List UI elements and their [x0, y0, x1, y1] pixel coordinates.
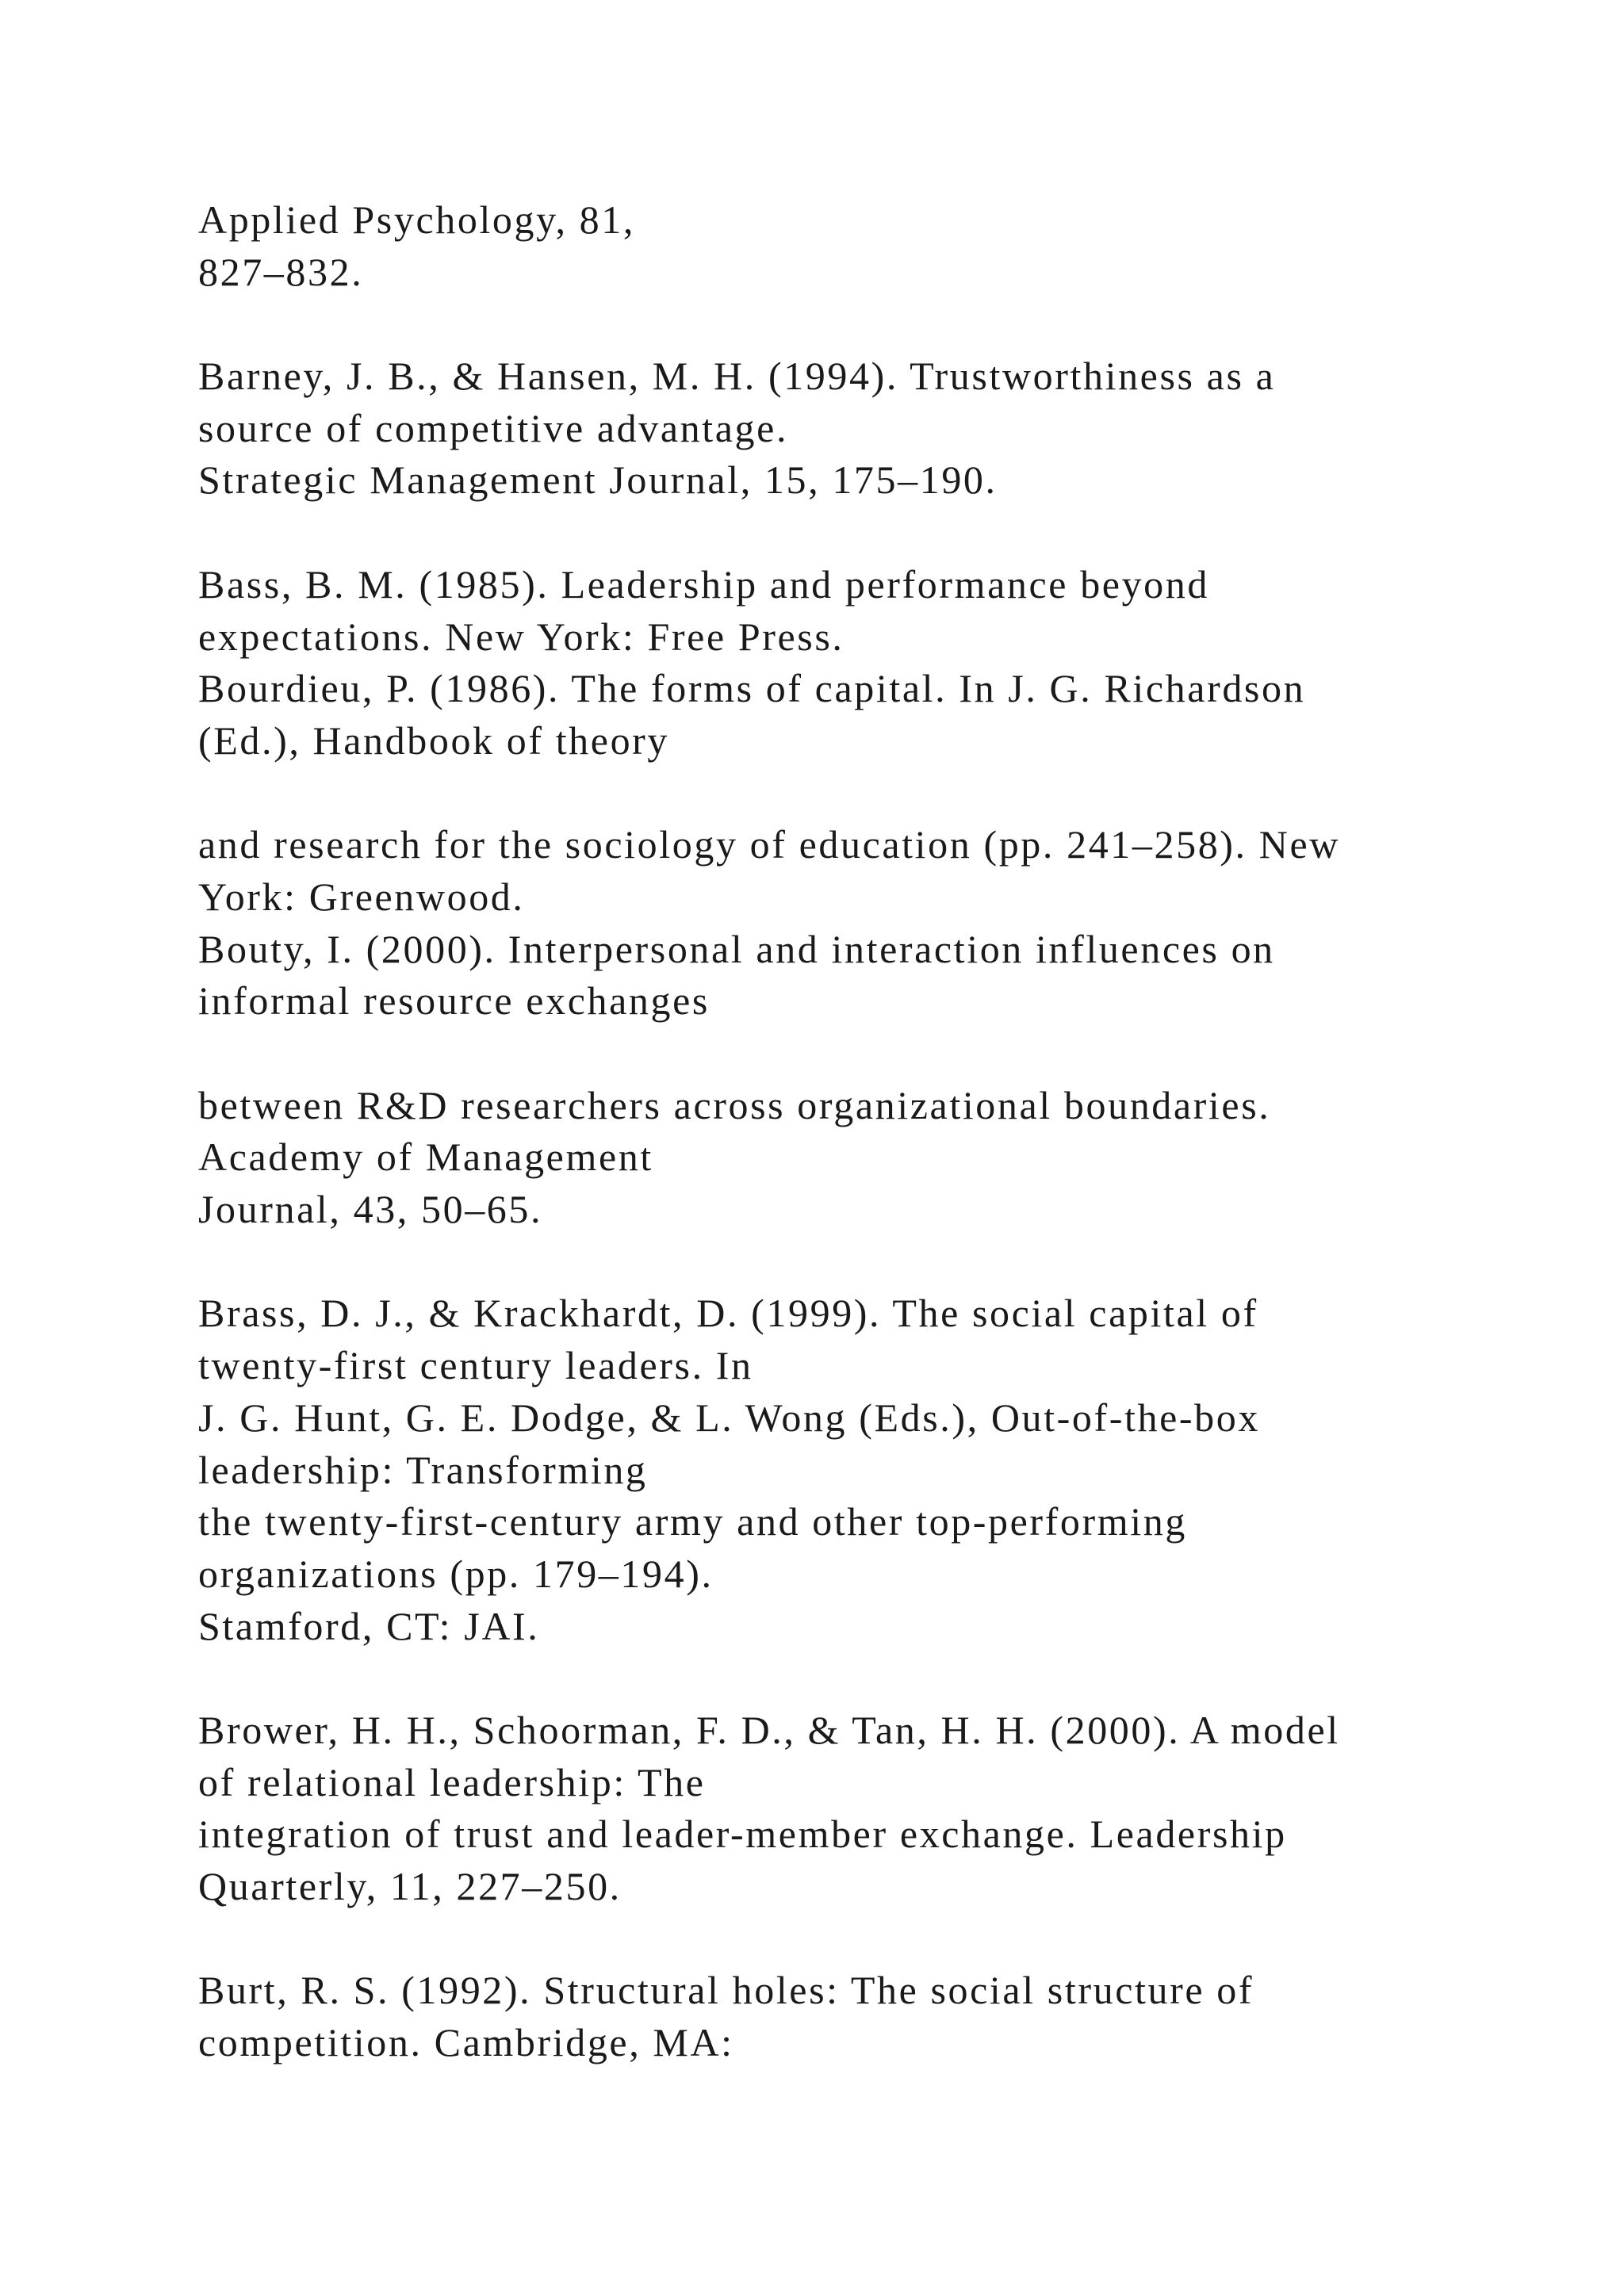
text-line: Brass, D. J., & Krackhardt, D. (1999). The social capital of [198, 1291, 1258, 1336]
text-line: Quarterly, 11, 227–250. [198, 1864, 622, 1908]
text-line: York: Greenwood. [198, 874, 525, 919]
text-line: leadership: Transforming [198, 1447, 648, 1492]
text-line [198, 507, 1467, 559]
text-line [198, 1027, 1467, 1080]
text-line: informal resource exchanges [198, 978, 710, 1024]
text-line: twenty-first century leaders. In [198, 1343, 753, 1388]
text-line: and research for the sociology of education (pp. 241–258). New [198, 822, 1340, 867]
text-line: Applied Psychology, 81, [198, 197, 635, 242]
text-line: integration of trust and leader-member exchange. Leadership [198, 1812, 1287, 1857]
text-line: 827–832. [198, 249, 364, 294]
text-line: J. G. Hunt, G. E. Dodge, & L. Wong (Eds.), Out-of-the-box [198, 1395, 1260, 1440]
text-line [198, 1913, 1467, 1965]
text-line: Bass, B. M. (1985). Leadership and performance beyond [198, 561, 1209, 607]
text-line: competition. Cambridge, MA: [198, 2020, 734, 2065]
text-line: Strategic Management Journal, 15, 175–190. [198, 457, 998, 503]
text-line: Brower, H. H., Schoorman, F. D., & Tan, H. H. (2000). A model [198, 1707, 1340, 1752]
text-line: expectations. New York: Free Press. [198, 614, 845, 659]
text-line: (Ed.), Handbook of theory [198, 718, 670, 763]
text-line [198, 1652, 1467, 1705]
text-line: Journal, 43, 50–65. [198, 1187, 543, 1232]
text-line [198, 1236, 1467, 1288]
text-line: Burt, R. S. (1992). Structural holes: The social structure of [198, 1968, 1254, 2013]
text-line [198, 298, 1467, 350]
text-line: Bouty, I. (2000). Interpersonal and interaction influences on [198, 926, 1275, 971]
text-line: organizations (pp. 179–194). [198, 1551, 714, 1596]
text-line: the twenty-first-century army and other top-performing [198, 1499, 1187, 1544]
text-line: of relational leadership: The [198, 1759, 706, 1804]
text-line: Barney, J. B., & Hansen, M. H. (1994). Trustworthiness as a [198, 354, 1276, 399]
text-line: source of competitive advantage. [198, 405, 789, 450]
text-line [198, 767, 1467, 820]
text-line: Bourdieu, P. (1986). The forms of capital. In J. G. Richardson [198, 666, 1306, 711]
text-line: Stamford, CT: JAI. [198, 1603, 540, 1648]
text-line: Academy of Management [198, 1135, 653, 1180]
reference-list [198, 194, 1467, 2069]
text-line: between R&D researchers across organizational boundaries. [198, 1082, 1271, 1127]
